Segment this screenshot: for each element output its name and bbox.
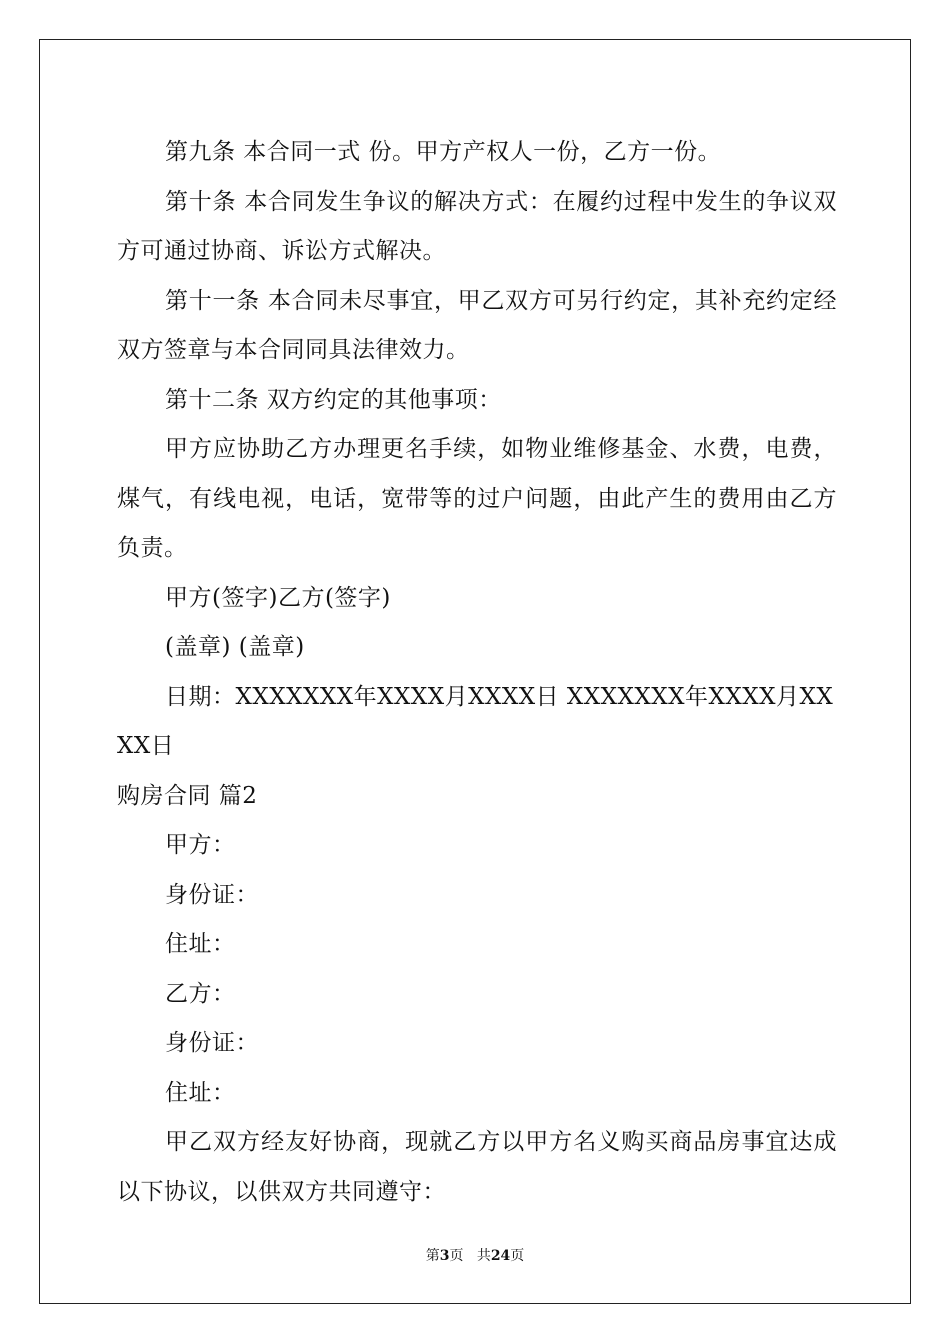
date-line: 日期：XXXXXXX年XXXX月XXXX日 XXXXXXX年XXXX月XXXX日 xyxy=(117,683,834,759)
party-a-address-label: 住址： xyxy=(165,931,236,957)
signature-line: 甲方(签字)乙方(签字) xyxy=(165,584,391,611)
footer-total-prefix: 共 xyxy=(476,1248,491,1264)
party-a-id-label: 身份证： xyxy=(165,881,259,908)
footer-page-prefix: 第 xyxy=(425,1248,440,1264)
party-b-id-label: 身份证： xyxy=(165,1030,259,1056)
document-body xyxy=(117,128,837,1217)
party-b-address-label: 住址： xyxy=(165,1079,236,1106)
party-a-label: 甲方： xyxy=(165,832,236,858)
party-b-label: 乙方： xyxy=(165,980,236,1007)
paragraph-article-9: 第九条 本合同一式 份。甲方产权人一份，乙方一份。 xyxy=(165,139,722,165)
footer-total-pages: 24 xyxy=(490,1248,511,1264)
agreement-intro: 甲乙双方经友好协商，现就乙方以甲方名义购买商品房事宜达成以下协议，以供双方共同遵守： xyxy=(117,1129,837,1205)
footer-page-suffix: 页 xyxy=(449,1248,464,1264)
footer-total-suffix: 页 xyxy=(510,1248,525,1264)
footer-current-page: 3 xyxy=(439,1248,450,1264)
paragraph-article-11: 第十一条 本合同未尽事宜，甲乙双方可另行约定，其补充约定经双方签章与本合同同具法律效力。 xyxy=(117,287,837,363)
paragraph-transfer-duties: 甲方应协助乙方办理更名手续，如物业维修基金、水费，电费，煤气，有线电视，电话，宽带等的过户问题，由此产生的费用由乙方负责。 xyxy=(117,436,837,561)
section-heading: 购房合同 篇2 xyxy=(117,782,258,809)
seal-line: (盖章) (盖章) xyxy=(165,634,305,660)
paragraph-article-10: 第十条 本合同发生争议的解决方式：在履约过程中发生的争议双方可通过协商、诉讼方式解决。 xyxy=(117,188,837,264)
page-footer xyxy=(0,1246,950,1266)
paragraph-article-12: 第十二条 双方约定的其他事项： xyxy=(165,386,502,413)
